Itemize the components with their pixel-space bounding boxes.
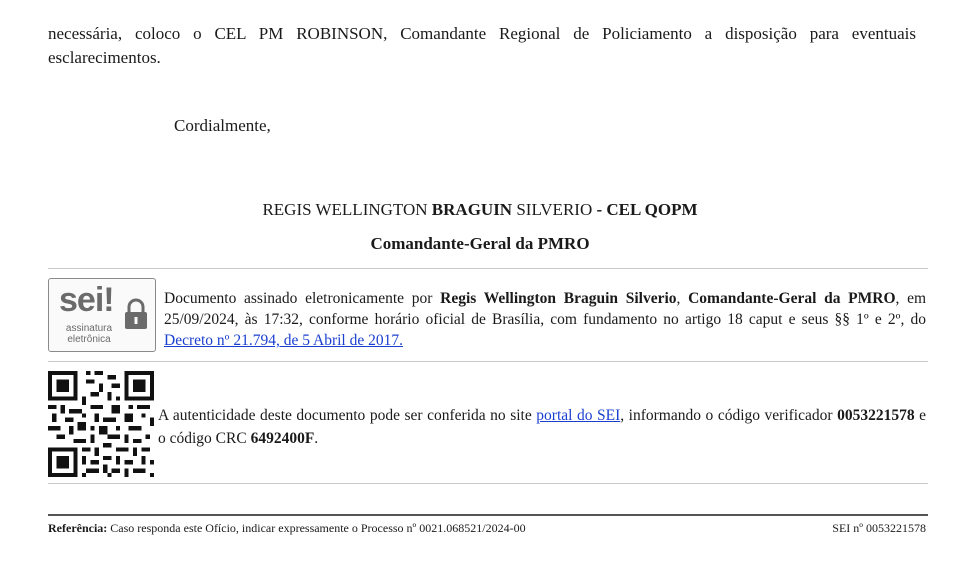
sig-signer-role: Comandante-Geral da PMRO [688,290,896,307]
sei-logo-word: sei! [59,281,114,319]
auth-text-1: A autenticidade deste documento pode ser conferida no site [158,407,537,424]
crc-code: 6492400F [250,430,315,447]
footer-reference [48,521,526,536]
decree-link[interactable]: Decreto nº 21.794, de 5 Abril de 2017. [164,332,403,349]
sei-logo-line2: eletrônica [67,334,111,345]
auth-text-2: , informando o código verificador [620,407,838,424]
sig-text-2: , [676,290,689,307]
qr-code-icon [48,371,154,477]
auth-text-3: e o código CRC [158,407,926,447]
lock-icon [123,297,149,331]
verifier-code: 0053221578 [837,407,915,424]
divider-bottom [48,483,928,484]
sig-signer-name: Regis Wellington Braguin Silverio [440,290,677,307]
closing-salutation: Cordialmente, [174,116,271,135]
footer-ref-label: Referência: [48,521,108,535]
divider-middle [48,361,928,362]
signer-name [0,200,960,220]
sei-logo-line1: assinatura [65,323,113,334]
signer-name-last: SILVERIO [512,200,597,219]
sei-signature-logo [48,278,156,352]
sig-text-1: Documento assinado eletronicamente por [164,290,441,307]
divider-top [48,268,928,269]
body-paragraph: necessária, coloco o CEL PM ROBINSON, Comandante Regional de Policiamento a disposição para eventuais esclarecimentos. [48,24,916,67]
auth-text-4: . [314,430,319,447]
sei-logo-caption [57,323,121,345]
authenticity-statement [158,404,926,450]
footer-rule [48,514,928,516]
footer-ref-text: Caso responda este Ofício, indicar expressamente o Processo nº 0021.068521/2024-00 [107,521,526,535]
sig-text-3: , em 25/09/2024, às 17:32, conforme horário oficial de Brasília, com fundamento no artigo 18 caput e seus §§ 1º e 2º, do [164,290,927,328]
signer-rank: - CEL QOPM [596,200,698,219]
signer-name-first: REGIS WELLINGTON [262,200,432,219]
signer-title: Comandante-Geral da PMRO [370,234,590,253]
signer-name-bold: BRAGUIN [431,200,513,219]
sei-portal-link[interactable]: portal do SEI [536,407,621,424]
footer-sei-number: SEI nº 0053221578 [832,521,926,535]
signature-statement [164,288,926,351]
